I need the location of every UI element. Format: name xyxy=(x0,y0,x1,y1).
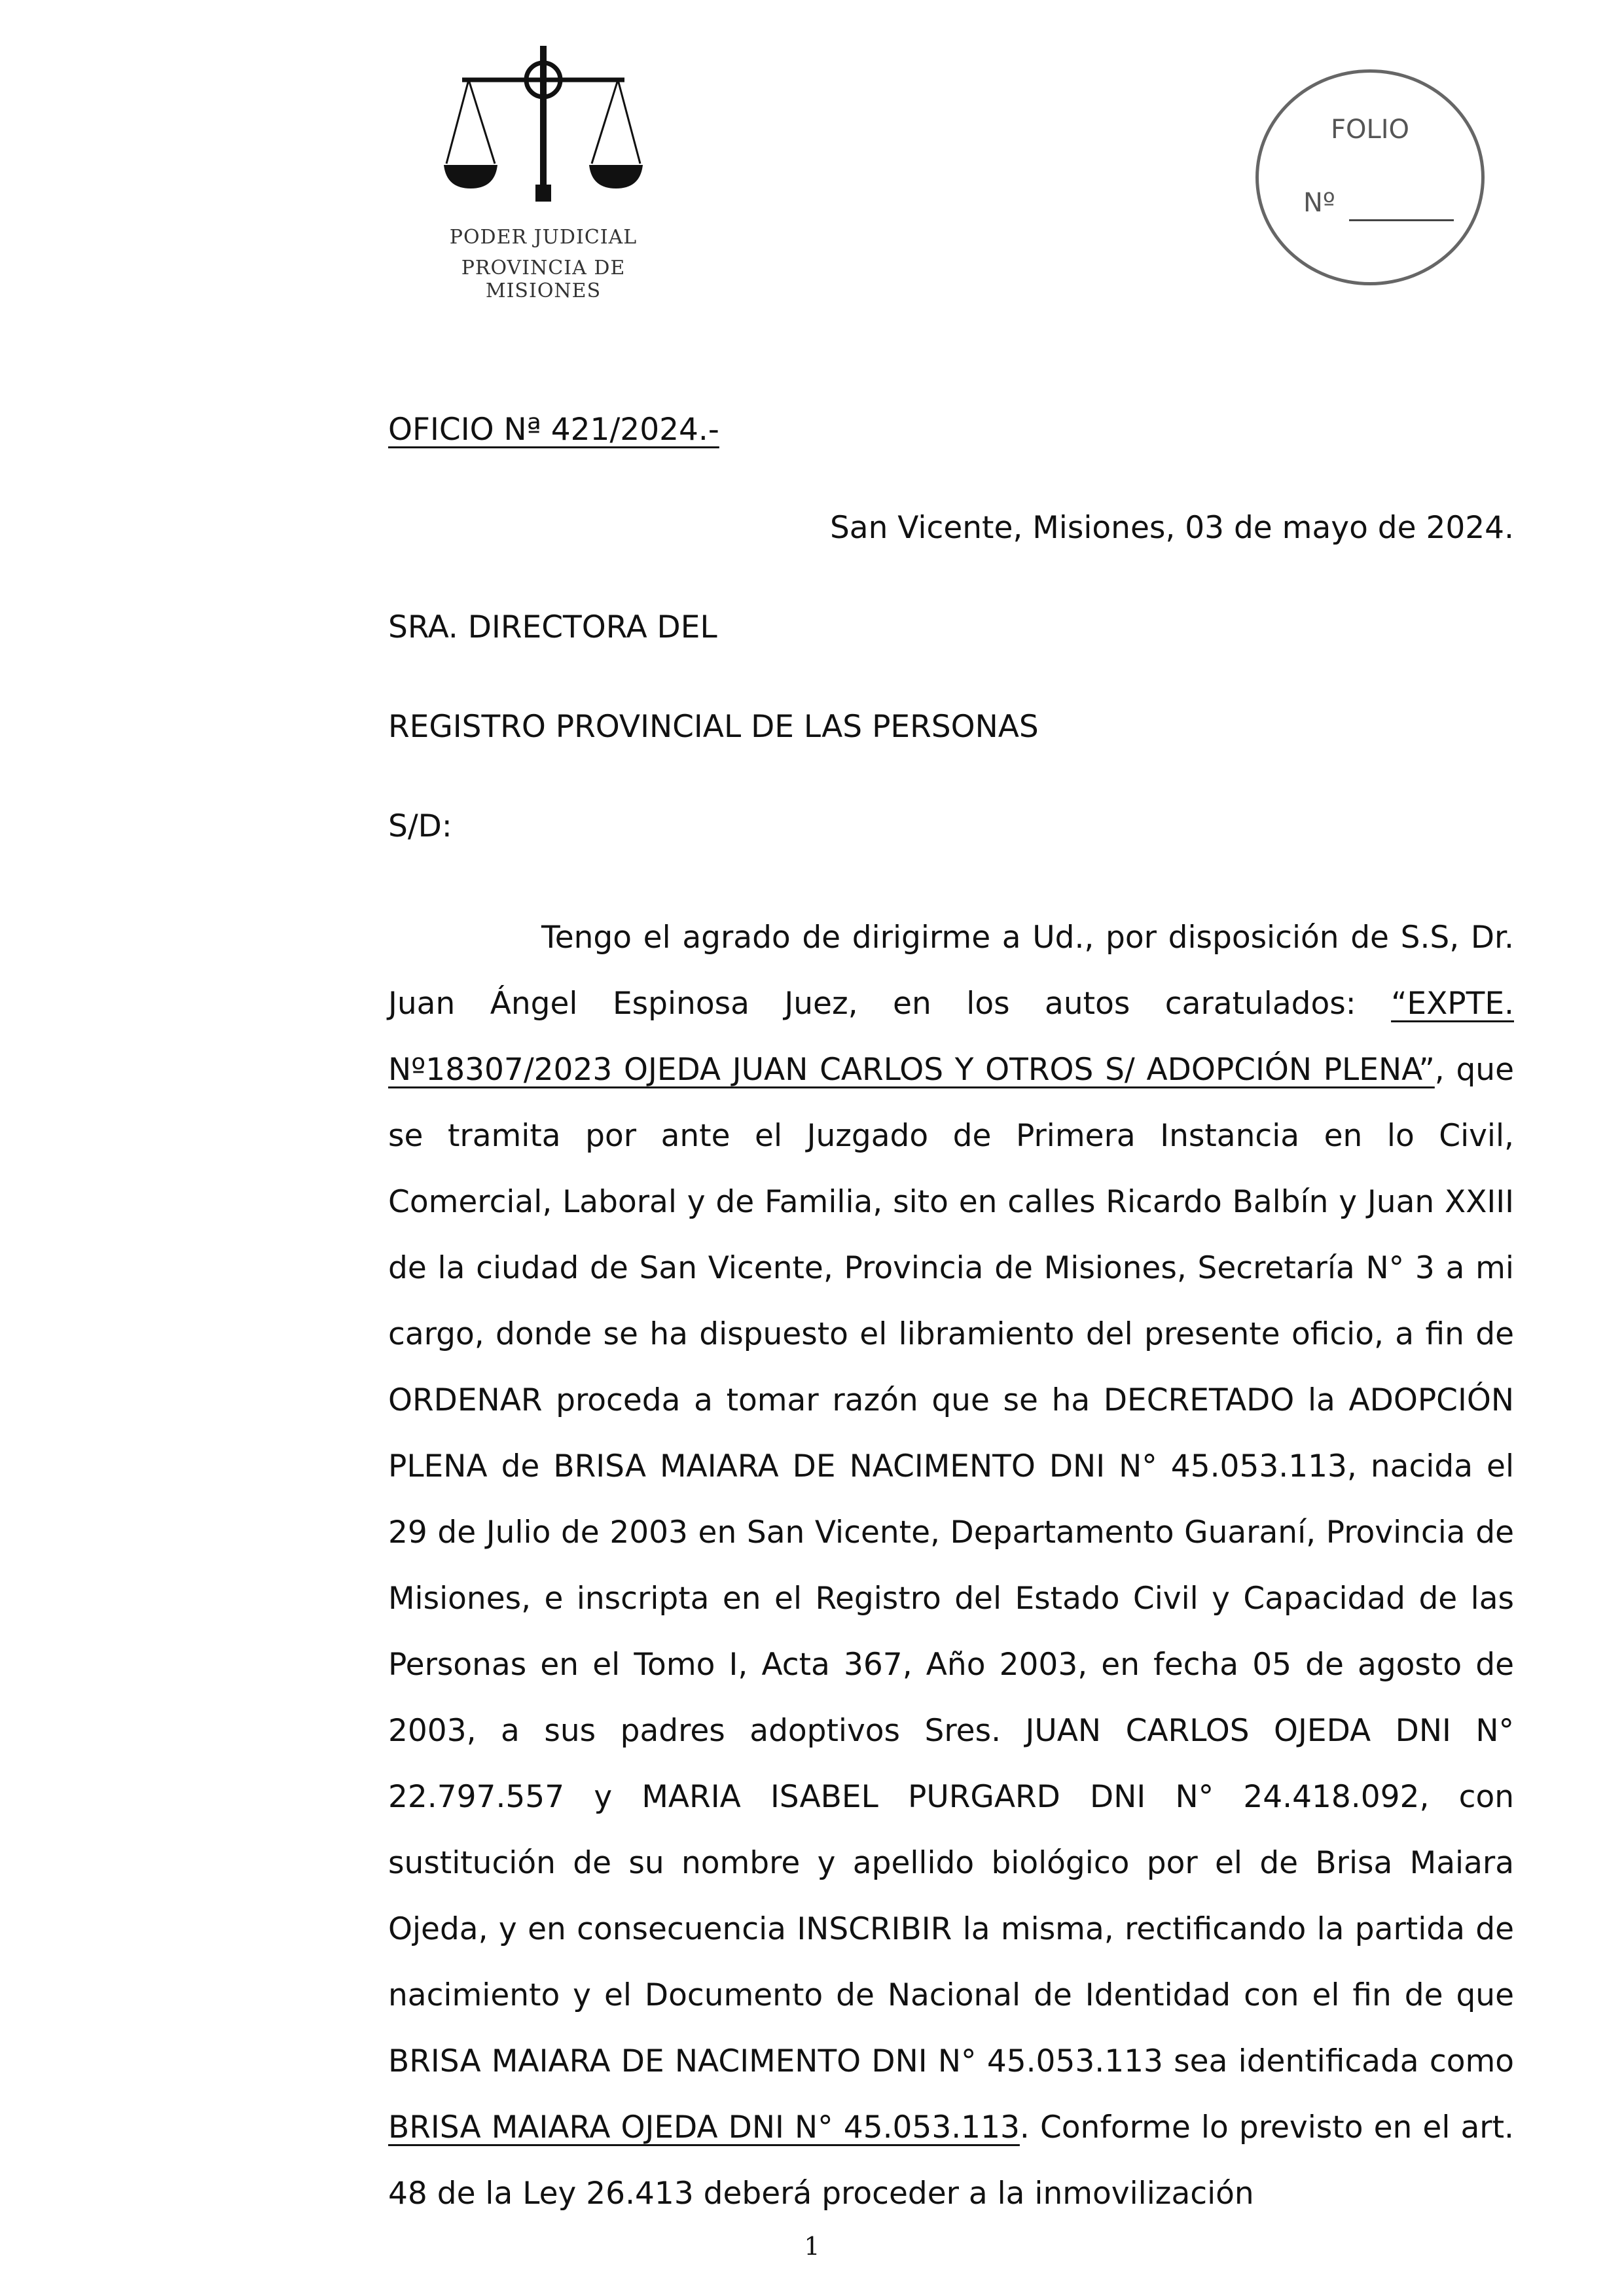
body-part-2: , que se tramita por ante el Juzgado de Primera Instancia en lo Civil, Comercial, Laboral y de Familia, sito en calles Ricardo Balbín y Juan XXIII de la ciudad de San Vicente, Provincia de Misiones, Secretaría N° 3 a mi cargo, donde se ha dispuesto el libramiento del presente oficio, a fin de ORDENAR proceda a tomar razón que se ha DECRETADO la ADOPCIÓN PLENA de BRISA MAIARA DE NACIMENTO DNI N° 45.053.113, nacida el 29 de Julio de 2003 en San Vicente, Departamento Guaraní, Provincia de Misiones, e inscripta en el Registro del Estado Civil y Capacidad de las Personas en el Tomo I, Acta 367, Año 2003, en fecha 05 de agosto de 2003, a sus padres adoptivos Sres. JUAN CARLOS OJEDA DNI N° 22.797.557 y MARIA ISABEL PURGARD DNI N° 24.418.092, con sustitución de su nombre y apellido biológico por el de Brisa Maiara Ojeda, y en consecuencia INSCRIBIR la misma, rectificando la partida de nacimiento y el Documento de Nacional de Identidad con el fin de que BRISA MAIARA DE NACIMENTO DNI N° 45.053.113 sea identificada como xyxy=(388,1052,1514,2079)
recipient-line-2: REGISTRO PROVINCIAL DE LAS PERSONAS xyxy=(388,709,1039,745)
logo-line-1: PODER JUDICIAL xyxy=(449,226,638,249)
logo-line-2: PROVINCIA DE MISIONES xyxy=(461,257,626,302)
folio-number-line xyxy=(1349,219,1454,221)
salutation: S/D: xyxy=(388,808,452,844)
oficio-number xyxy=(388,397,1514,463)
body-paragraph xyxy=(388,905,1514,2227)
new-name: BRISA MAIARA OJEDA DNI N° 45.053.113 xyxy=(388,2109,1020,2145)
scales-of-justice-icon xyxy=(439,39,648,216)
recipient-line-1: SRA. DIRECTORA DEL xyxy=(388,609,717,645)
body-part-3: . Conforme lo previsto en el art. 48 de la Ley 26.413 deberá proceder a la inmovilización xyxy=(388,2109,1514,2212)
page-number: 1 xyxy=(804,2232,820,2261)
folio-stamp xyxy=(1255,69,1485,285)
folio-label: FOLIO xyxy=(1330,115,1410,145)
case-caption: “EXPTE. Nº18307/2023 OJEDA JUAN CARLOS Y OTROS S/ ADOPCIÓN PLENA” xyxy=(388,986,1514,1088)
date-line: San Vicente, Misiones, 03 de mayo de 2024. xyxy=(829,510,1514,546)
oficio-number-text: OFICIO Nª 421/2024.- xyxy=(388,412,719,448)
body-part-1: Tengo el agrado de dirigirme a Ud., por disposición de S.S, Dr. Juan Ángel Espinosa Juez, en los autos caratulados: xyxy=(388,920,1514,1022)
judicial-logo xyxy=(406,39,681,302)
folio-number-label: Nº xyxy=(1303,188,1335,218)
